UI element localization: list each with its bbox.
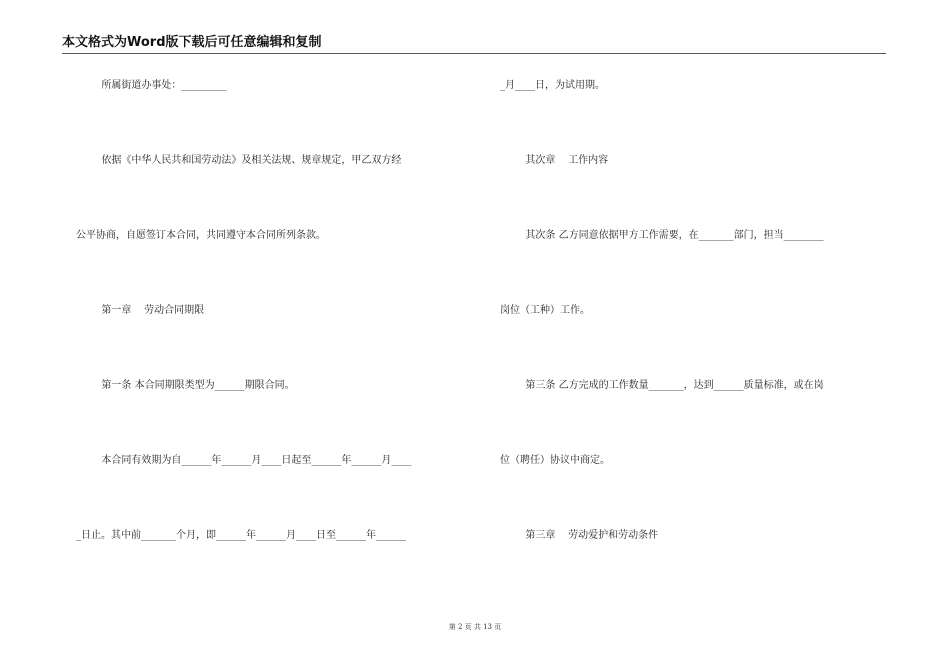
text-line: 其次条 乙方同意依据甲方工作需要，在_______部门，担当________ <box>500 230 824 241</box>
text-line: _日止。其中前_______个月，即______年______月____日至______年______ <box>76 530 406 541</box>
text-line: 位（聘任）协议中商定。 <box>500 455 610 466</box>
text-line: 依据《中华人民共和国劳动法》及相关法规、规章规定，甲乙双方经 <box>76 155 402 166</box>
text-line: _月____日，为试用期。 <box>500 80 605 91</box>
text-line: 第三条 乙方完成的工作数量_______，达到______质量标准，或在岗 <box>500 380 824 391</box>
text-line: 第一条 本合同期限类型为______期限合同。 <box>76 380 295 391</box>
text-line: 公平协商，自愿签订本合同，共同遵守本合同所列条款。 <box>76 230 326 241</box>
text-line: 所属街道办事处：_________ <box>76 80 227 91</box>
header-title: 本文格式为Word版下载后可任意编辑和复制 <box>62 35 322 50</box>
chapter-heading: 其次章 工作内容 <box>500 155 609 166</box>
chapter-heading: 第三章 劳动爱护和劳动条件 <box>500 530 659 541</box>
text-line: 岗位（工种）工作。 <box>500 305 590 316</box>
text-line: 本合同有效期为自______年______月____日起至______年______月____ <box>76 455 412 466</box>
right-column <box>500 0 890 620</box>
chapter-heading: 第一章 劳动合同期限 <box>76 305 205 316</box>
left-column <box>76 0 476 620</box>
page-number: 第 2 页 共 13 页 <box>448 623 502 631</box>
